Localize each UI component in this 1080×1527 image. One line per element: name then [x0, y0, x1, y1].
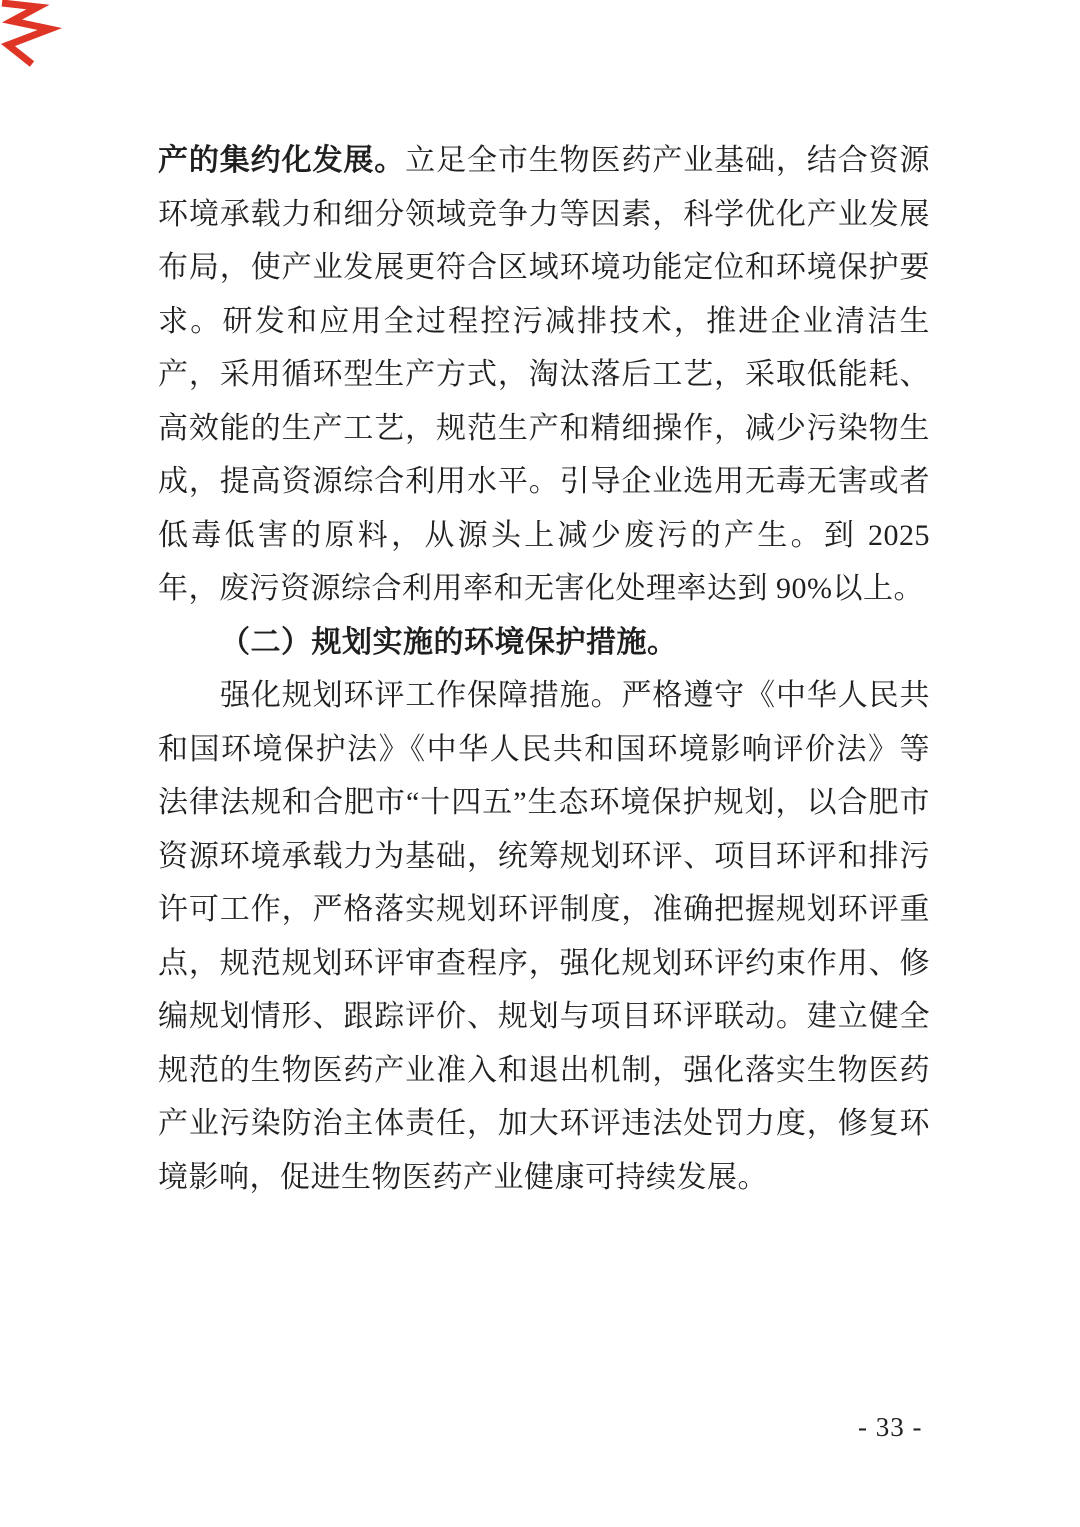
paragraph-continuation [158, 134, 930, 616]
paragraph-measures: 强化规划环评工作保障措施。严格遵守《中华人民共和国环境保护法》《中华人民共和国环境影响评价法》等法律法规和合肥市“十四五”生态环境保护规划，以合肥市资源环境承载力为基础，统筹规划环评、项目环评和排污许可工作，严格落实规划环评制度，准确把握规划环评重点，规范规划环评审查程序，强化规划环评约束作用、修编规划情形、跟踪评价、规划与项目环评联动。建立健全规范的生物医药产业准入和退出机制，强化落实生物医药产业污染防治主体责任，加大环评违法处罚力度，修复环境影响，促进生物医药产业健康可持续发展。 [158, 679, 930, 1194]
document-body [158, 134, 930, 1204]
section-heading: （二）规划实施的环境保护措施。 [220, 625, 678, 659]
red-scribble-path [2, 3, 50, 64]
paragraph-continuation-text: 立足全市生物医药产业基础，结合资源环境承载力和细分领域竞争力等因素，科学优化产业发展布局，使产业发展更符合区域环境功能定位和环境保护要求。研发和应用全过程控污减排技术，推进企业清洁生产，采用循环型生产方式，淘汰落后工艺，采取低能耗、高效能的生产工艺，规范生产和精细操作，减少污染物生成，提高资源综合利用水平。引导企业选用无毒无害或者低毒低害的原料，从源头上减少废污的产生。到 2025 年，废污资源综合利用率和无害化处理率达到 90%以上。 [158, 144, 931, 605]
paragraph-bold-lead: 产的集约化发展。 [158, 144, 406, 177]
red-scribble-mark [0, 0, 62, 70]
page-number: - 33 - [858, 1412, 923, 1442]
